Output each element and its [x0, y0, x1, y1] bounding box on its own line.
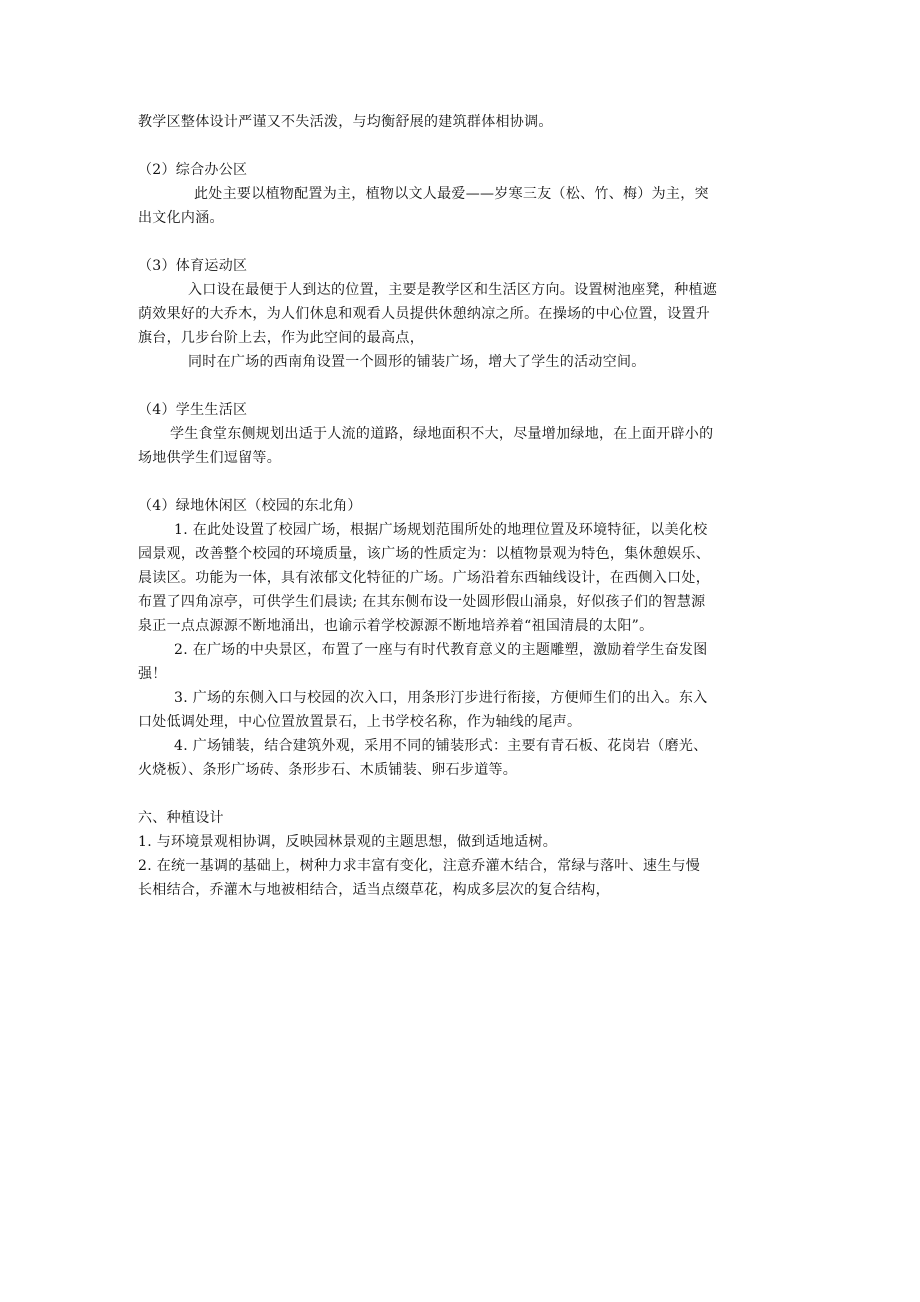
- paragraph-line: 入口设在最便于人到达的位置，主要是教学区和生活区方向。设置树池座凳，种植遮: [188, 282, 718, 298]
- paragraph-line: 出文化内涵。: [138, 210, 224, 226]
- section-heading-office: （2）综合办公区: [138, 162, 248, 178]
- spacer: [138, 134, 788, 158]
- paragraph-line: 同时在广场的西南角设置一个圆形的铺装广场，增大了学生的活动空间。: [188, 354, 646, 370]
- paragraph-line: 晨读区。功能为一体，具有浓郁文化特征的广场。广场沿着东西轴线设计，在西侧入口处，: [138, 570, 710, 586]
- paragraph-line: 4. 广场铺装，结合建筑外观，采用不同的铺装形式：主要有青石板、花岗岩（磨光、: [174, 738, 708, 754]
- paragraph-line: 3. 广场的东侧入口与校园的次入口，用条形汀步进行衔接，方便师生们的出入。东入: [174, 690, 708, 706]
- section-heading-planting: 六、种植设计: [138, 810, 224, 826]
- paragraph-line: 旗台，几步台阶上去，作为此空间的最高点，: [138, 330, 424, 346]
- paragraph-line: 1. 与环境景观相协调，反映园林景观的主题思想，做到适地适树。: [138, 834, 558, 850]
- paragraph-line: 2. 在统一基调的基础上，树种力求丰富有变化，注意乔灌木结合，常绿与落叶、速生与慢: [138, 858, 701, 874]
- intro-line: 教学区整体设计严谨又不失活泼，与均衡舒展的建筑群体相协调。: [138, 114, 553, 130]
- spacer: [138, 230, 788, 254]
- spacer: [138, 470, 788, 494]
- paragraph-line: 2. 在广场的中央景区，布置了一座与有时代教育意义的主题雕塑，激励着学生奋发图: [174, 642, 708, 658]
- paragraph-line: 口处低调处理，中心位置放置景石，上书学校名称，作为轴线的尾声。: [138, 714, 582, 730]
- paragraph-line: 园景观，改善整个校园的环境质量，该广场的性质定为：以植物景观为特色，集休憩娱乐、: [138, 546, 710, 562]
- section-heading-green: （4）绿地休闲区（校园的东北角）: [138, 498, 362, 514]
- paragraph-line: 布置了四角凉亭，可供学生们晨读; 在其东侧布设一处圆形假山涌泉，好似孩子们的智慧源: [138, 594, 706, 610]
- spacer: [138, 374, 788, 398]
- document-body: [138, 110, 788, 902]
- paragraph-line: 泉正一点点源源不断地涌出，也谕示着学校源源不断地培养着“祖国清晨的太阳”。: [138, 618, 654, 634]
- paragraph-line: 学生食堂东侧规划出适于人流的道路，绿地面积不大，尽量增加绿地，在上面开辟小的: [170, 426, 714, 442]
- paragraph-line: 强！: [138, 666, 167, 682]
- paragraph-line: 1. 在此处设置了校园广场，根据广场规划范围所处的地理位置及环境特征，以美化校: [174, 522, 708, 538]
- section-heading-sports: （3）体育运动区: [138, 258, 248, 274]
- paragraph-line: 长相结合，乔灌木与地被相结合，适当点缀草花，构成多层次的复合结构，: [138, 882, 610, 898]
- paragraph-line: 此处主要以植物配置为主，植物以文人最爱——岁寒三友（松、竹、梅）为主，突: [194, 186, 709, 202]
- section-heading-living: （4）学生生活区: [138, 402, 248, 418]
- spacer: [138, 782, 788, 806]
- paragraph-line: 火烧板）、条形广场砖、条形步石、木质铺装、卵石步道等。: [138, 762, 518, 778]
- paragraph-line: 荫效果好的大乔木，为人们休息和观看人员提供休憩纳凉之所。在操场的中心位置，设置升: [138, 306, 710, 322]
- paragraph-line: 场地供学生们逗留等。: [138, 450, 281, 466]
